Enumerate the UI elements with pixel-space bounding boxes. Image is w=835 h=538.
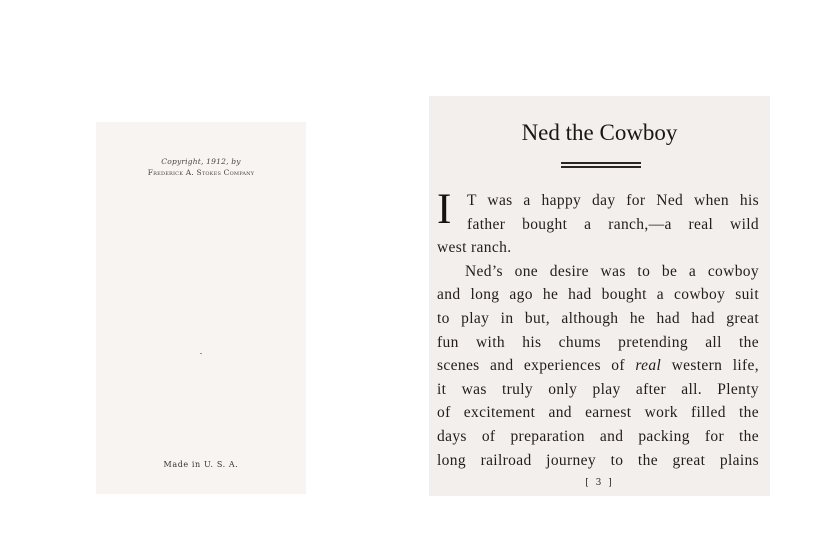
publisher-line: Frederick A. Stokes Company	[147, 168, 255, 177]
text-fragment: western life,	[661, 357, 759, 375]
text-line: west ranch.	[437, 239, 512, 257]
chapter-title: Ned the Cowboy	[521, 120, 678, 145]
copyright-line: Copyright, 1912, by	[161, 157, 241, 166]
text-line: of excitement and earnest work filled the	[437, 404, 759, 422]
text-line: T was a happy day for Ned when his	[467, 192, 759, 209]
text-line: fun with his chums pretending all the	[437, 333, 759, 351]
title-rule-top	[561, 162, 641, 164]
paragraph-1	[437, 186, 759, 260]
text-fragment: scenes and experiences of	[437, 357, 636, 375]
italic-word: real	[635, 357, 662, 375]
title-rule-bottom	[561, 166, 641, 168]
text-line: it was truly only play after all. Plenty	[437, 380, 759, 398]
text-line: Ned’s one desire was to be a cowboy	[465, 262, 759, 280]
made-in-notice: Made in U. S. A.	[163, 460, 239, 469]
text-line: days of preparation and packing for the	[437, 427, 759, 445]
drop-cap: I	[437, 186, 452, 233]
text-line: long railroad journey to the great plains	[437, 451, 759, 469]
copyright-notice	[96, 156, 306, 178]
text-line	[437, 354, 759, 378]
paper-speck	[200, 353, 202, 354]
left-page	[96, 122, 306, 494]
right-page	[429, 96, 770, 496]
page-number: [ 3 ]	[585, 478, 614, 488]
text-line: to play in but, although he had had great	[437, 309, 759, 327]
text-line: father bought a ranch,—a real wild	[467, 215, 759, 233]
paragraph-2	[437, 260, 759, 472]
text-line: and long ago he had bought a cowboy suit	[437, 286, 759, 304]
body-text	[437, 186, 759, 472]
